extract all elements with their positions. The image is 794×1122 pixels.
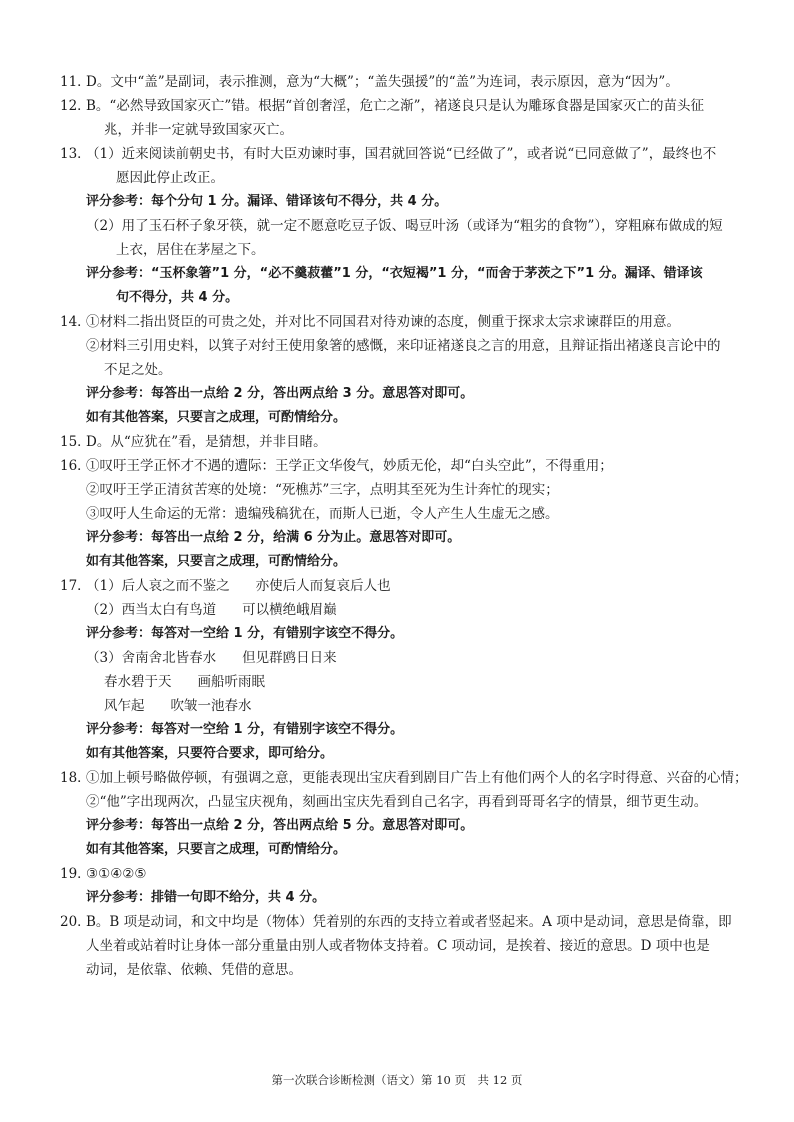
answer-text: ②材料三引用史料，以箕子对纣王使用象箸的感慨，来印证褚遂良之言的用意，且辩证指出褚遂良言论中的: [86, 338, 721, 354]
answer-text: ③①④②⑤: [86, 866, 147, 882]
answer-13: [60, 142, 750, 166]
answer-text: ③叹吁人生命运的无常：遗编残稿犹在，而斯人已逝，令人产生人生虚无之感。: [86, 506, 559, 522]
answer-text: B。B 项是动词，和文中均是（物体）凭着别的东西的支持立着或者竖起来。A 项中是动词，意思是倚靠，即: [86, 914, 732, 930]
scoring-note: 如有其他答案，只要符合要求，即可给分。: [86, 746, 334, 761]
answer-12: [60, 94, 750, 118]
answer-text: ①叹吁王学正怀才不遇的遭际：王学正文华俊气，妙质无伦，却“白头空此”，不得重用；: [86, 458, 613, 474]
question-number: 12．: [60, 98, 91, 114]
answer-text-second-blank: 吹皱一池春水: [170, 698, 252, 714]
answer-18: [60, 766, 750, 790]
answer-text: ①材料二指出贤臣的可贵之处，并对比不同国君对待劝谏的态度，侧重于探求太宗求谏群臣的用意。: [86, 314, 680, 330]
scoring-note: 评分参考：每个分句 1 分。漏译、错译该句不得分，共 4 分。: [86, 194, 448, 209]
answer-text-continued: 不足之处。: [104, 362, 172, 378]
answer-text: B。“必然导致国家灭亡”错。根据“首创奢淫，危亡之渐”，褚遂良只是认为雕琢食器是国家灭亡的苗头征: [86, 98, 705, 114]
scoring-note: 评分参考：每答出一点给 2 分，给满 6 分为止。意思答对即可。: [86, 530, 461, 545]
answer-text: （1）后人哀之而不鉴之: [86, 578, 230, 594]
answer-line: [60, 670, 750, 694]
answer-text-second-blank: 但见群鸥日日来: [242, 650, 337, 666]
answer-14: [60, 310, 750, 334]
question-number: 19．: [60, 866, 91, 882]
answer-text: 春水碧于天: [104, 674, 172, 690]
answer-text: D。从“应犹在”看，是猜想，并非目睹。: [86, 434, 327, 450]
answer-line: [60, 598, 750, 622]
answer-text: （3）舍南舍北皆春水: [86, 650, 217, 666]
answer-text: ①加上顿号略做停顿，有强调之意，更能表现出宝庆看到剧目广告上有他们两个人的名字时得意、兴奋的心情；: [86, 770, 748, 786]
answer-text-second-blank: 可以横绝峨眉巅: [242, 602, 337, 618]
answer-text: 风乍起: [104, 698, 145, 714]
question-number: 15．: [60, 434, 91, 450]
answer-17: [60, 574, 750, 598]
answer-15: [60, 430, 750, 454]
answer-text: （2）西当太白有鸟道: [86, 602, 217, 618]
answer-20: [60, 910, 750, 934]
answer-11: [60, 70, 750, 94]
page-footer: 第一次联合诊断检测（语文）第 10 页 共 12 页: [271, 1073, 523, 1087]
scoring-note: 如有其他答案，只要言之成理，可酌情给分。: [86, 554, 347, 569]
answer-text-second-blank: 画船听雨眠: [197, 674, 265, 690]
question-number: 16．: [60, 458, 91, 474]
answer-16: [60, 454, 750, 478]
question-number: 18．: [60, 770, 91, 786]
question-number: 17．: [60, 578, 91, 594]
answer-text: （1）近来阅读前朝史书，有时大臣劝谏时事，国君就回答说“已经做了”，或者说“已同意做了”，最终也不: [86, 146, 717, 162]
question-number: 20．: [60, 914, 91, 930]
answer-text-continued: 愿因此停止改正。: [116, 170, 224, 186]
scoring-note: 如有其他答案，只要言之成理，可酌情给分。: [86, 410, 347, 425]
answer-text-continued: 兆，并非一定就导致国家灭亡。: [104, 122, 293, 138]
answer-key-body: [60, 70, 750, 982]
question-number: 13．: [60, 146, 91, 162]
scoring-note: 评分参考：每答出一点给 2 分，答出两点给 3 分。意思答对即可。: [86, 386, 474, 401]
scoring-note: 如有其他答案，只要言之成理，可酌情给分。: [86, 842, 347, 857]
question-number: 11．: [60, 74, 91, 90]
question-number: 14．: [60, 314, 91, 330]
answer-text: ②“他”字出现两次，凸显宝庆视角，刻画出宝庆先看到自己名字，再看到哥哥名字的情景，细节更生动。: [86, 794, 708, 810]
scoring-note: 评分参考：每答对一空给 1 分，有错别字该空不得分。: [86, 626, 404, 641]
answer-line: [60, 646, 750, 670]
answer-text-continued: 上衣，居住在茅屋之下。: [116, 242, 265, 258]
scoring-note: 评分参考：“玉杯象箸”1 分，“必不羹菽藿”1 分，“衣短褐”1 分，“而舍于茅茨之下”1 分。漏译、错译该: [86, 266, 703, 281]
answer-text: D。文中“盖”是副词，表示推测，意为“大概”；“盖失强援”的“盖”为连词，表示原因，意为“因为”。: [86, 74, 679, 90]
answer-text-continued: 人坐着或站着时让身体一部分重量由别人或者物体支持着。C 项动词，是挨着、接近的意思。D 项中也是: [86, 938, 710, 954]
answer-19: [60, 862, 750, 886]
answer-text-second-blank: 亦使后人而复哀后人也: [255, 578, 391, 594]
answer-line: [60, 694, 750, 718]
scoring-note: 评分参考：排错一句即不给分，共 4 分。: [86, 890, 326, 905]
scoring-note: 评分参考：每答对一空给 1 分，有错别字该空不得分。: [86, 722, 404, 737]
answer-text: ②叹吁王学正清贫苦寒的处境：“死樵苏”三字，点明其至死为生计奔忙的现实；: [86, 482, 559, 498]
scoring-note: 评分参考：每答出一点给 2 分，答出两点给 5 分。意思答对即可。: [86, 818, 474, 833]
answer-text-continued: 动词，是依靠、依赖、凭借的意思。: [86, 962, 302, 978]
answer-text: （2）用了玉石杯子象牙筷，就一定不愿意吃豆子饭、喝豆叶汤（或译为“粗劣的食物”），穿粗麻布做成的短: [86, 218, 723, 234]
scoring-note-continued: 句不得分，共 4 分。: [116, 290, 239, 305]
